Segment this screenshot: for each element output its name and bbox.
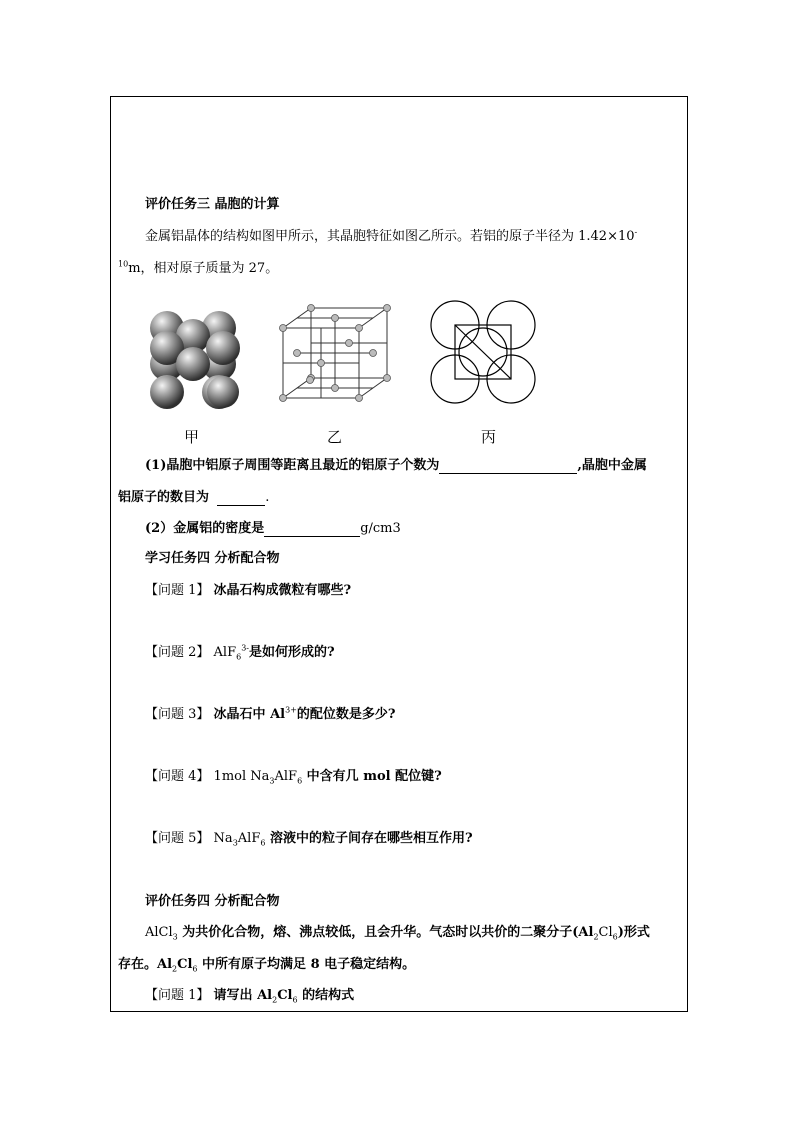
task4-eval-heading: 评价任务四 分析配合物 <box>145 894 280 909</box>
figure-label-bing: 丙 <box>481 428 497 446</box>
task3-intro-line1: 金属铝晶体的结构如图甲所示，其晶胞特征如图乙所示。若铝的原子半径为 1.42×10- <box>145 227 638 244</box>
task4-question-4: 【问题 4】 1mol $Na_3AlF_6$ 中含有几 mol 配位键? <box>145 769 442 786</box>
task4-eval-question-1: 【问题 1】 请写出 $Al_2Cl_6$ 的结构式 <box>145 988 355 1005</box>
figure-label-jia: 甲 <box>184 428 200 446</box>
task3-q2: (2）金属铝的密度是 g/cm3 <box>145 521 401 536</box>
answer-blank-neighbors[interactable] <box>439 461 577 474</box>
task4-question-3: 【问题 3】 冰晶石中 $Al^{3+}$的配位数是多少? <box>145 705 396 722</box>
task4-question-1: 【问题 1】 冰晶石构成微粒有哪些? <box>145 583 352 598</box>
answer-blank-density[interactable] <box>264 524 360 537</box>
figure-yi-unit-cell <box>275 300 395 410</box>
task4-eval-paragraph-line2: 存在。$Al_2Cl_6$ 中所有原子均满足 8 电子稳定结构。 <box>118 957 416 974</box>
answer-blank-atom-count[interactable] <box>217 493 265 506</box>
task3-q1-line2: 铝原子的数目为 . <box>118 490 270 505</box>
sphere-front-row <box>150 319 240 408</box>
task3-heading: 评价任务三 晶胞的计算 <box>145 197 280 212</box>
task4-learn-heading: 学习任务四 分析配合物 <box>145 551 280 566</box>
task4-question-2: 【问题 2】 AlF$_6^{3-}$是如何形成的? <box>145 643 335 662</box>
figure-label-yi: 乙 <box>327 428 343 446</box>
figure-jia-spheres <box>145 306 245 411</box>
task4-eval-paragraph-line1: AlCl$_3$ 为共价化合物，熔、沸点较低，且会升华。气态时以共价的二聚分子$(Al_2Cl_6)$形式 <box>145 925 650 942</box>
task3-q1-line1: (1)晶胞中铝原子周围等距离且最近的铝原子个数为 ,晶胞中金属 <box>145 458 647 473</box>
task4-question-5: 【问题 5】 $Na_3AlF_6$ 溶液中的粒子间存在哪些相互作用? <box>145 831 473 848</box>
task3-intro-line2: $^{10}$m，相对原子质量为 27。 <box>118 259 279 276</box>
figure-bing-face-section <box>428 298 540 406</box>
